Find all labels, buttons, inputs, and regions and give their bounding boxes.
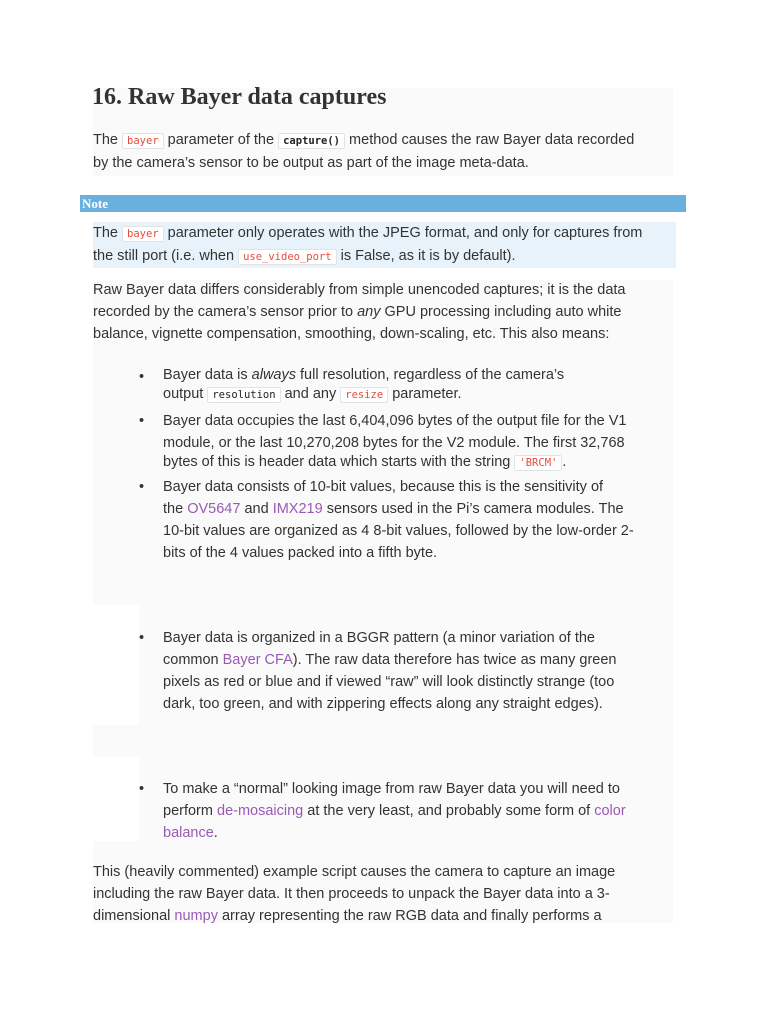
example-script-paragraph: This (heavily commented) example script causes the camera to capture an image including the raw Bayer data. It then proceeds to unpack the Bayer data into a 3- dimensional numpy array representing the raw RGB data and finally performs a xyxy=(93,864,616,924)
imx219-link[interactable]: IMX219 xyxy=(272,501,323,517)
use-video-port-code: use_video_port xyxy=(238,249,337,265)
shade-gap-2 xyxy=(93,757,139,841)
intro-line-1: The bayer parameter of the capture() method causes the raw Bayer data recorded xyxy=(93,132,635,148)
de-mosaicing-link[interactable]: de-mosaicing xyxy=(217,803,304,819)
numpy-link[interactable]: numpy xyxy=(174,908,218,924)
ov5647-link[interactable]: OV5647 xyxy=(187,501,241,517)
document-page: 16. Raw Bayer data captures The bayer parameter of the capture() method causes the raw Bayer data recorded by the camera’s sensor to be output as part of the image meta-data. Note The bayer parameter only operates with the JPEG format, and only for captures from the still port (i.e. when use_video_port is False, as it is by default). Raw Bayer data differs considerably from simple unencoded captures; it is the data recorded by the camera’s sensor prior to any GPU processing including auto white balance, vignette compensation, smoothing, down-scaling, etc. This also means: • Bayer data is always full resolution, regardless of the camera’s output resolution and any resize parameter. • Bayer data occupies the last 6,404,096 bytes of the output file for the V1 module, or the last 10,270,208 bytes for the V2 module. The first 32,768 bytes of this is header data which starts with the string 'BRCM' . • Bayer data consists of 10-bit values, because this is the sensitivity of the OV5647 and IMX219 sensors used in the Pi’s camera modules. The 10-bit values are organized as 4 8-bit values, followed by the low-order 2- bits of the 4 values packed into a fifth byte. • Bayer data is organized in a BGGR pattern (a minor variation of the common Bayer CFA). The raw data therefore has twice as many green pixels as red or blue and if viewed “raw” will look distinctly strange (too dark, too green, and with zippering effects along any straight edges). • To make a “normal” looking image from raw Bayer data you will need to perform de-mosaicing at the very least, and probably some form of color balance. This (heavily commented) example script causes the camera to capture an image including the raw Bayer data. It then proceeds to unpack the Bayer data into a 3- dimensional numpy array representing the raw RGB data and finally performs a xyxy=(0,0,768,1024)
note-paragraph xyxy=(93,222,683,268)
bayer-cfa-link[interactable]: Bayer CFA xyxy=(222,652,293,668)
brcm-code: 'BRCM' xyxy=(514,455,562,471)
intro-line-2: by the camera’s sensor to be output as part of the image meta-data. xyxy=(93,155,529,171)
intro-paragraph xyxy=(93,129,683,174)
note-line-2: the still port (i.e. when use_video_port is False, as it is by default). xyxy=(93,248,516,264)
resize-code: resize xyxy=(340,387,388,403)
raw-bayer-paragraph: Raw Bayer data differs considerably from simple unencoded captures; it is the data recorded by the camera’s sensor prior to any GPU processing including auto white balance, vignette compensation, smoothing, down-scaling, etc. This also means: xyxy=(93,282,626,342)
list-item: • Bayer data is always full resolution, regardless of the camera’s output resolution and any resize parameter. xyxy=(139,367,565,402)
shade-gap-1 xyxy=(93,605,139,725)
page-title: 16. Raw Bayer data captures xyxy=(92,84,387,110)
color-balance-link[interactable]: balance xyxy=(163,825,214,841)
note-title: Note xyxy=(80,195,686,212)
bayer-code: bayer xyxy=(122,133,164,149)
resolution-code: resolution xyxy=(207,387,280,403)
color-balance-link[interactable]: color xyxy=(594,803,626,819)
note-line-1: The bayer parameter only operates with the JPEG format, and only for captures from xyxy=(93,225,643,241)
capture-code: capture() xyxy=(278,133,345,149)
bayer-code: bayer xyxy=(122,226,164,242)
